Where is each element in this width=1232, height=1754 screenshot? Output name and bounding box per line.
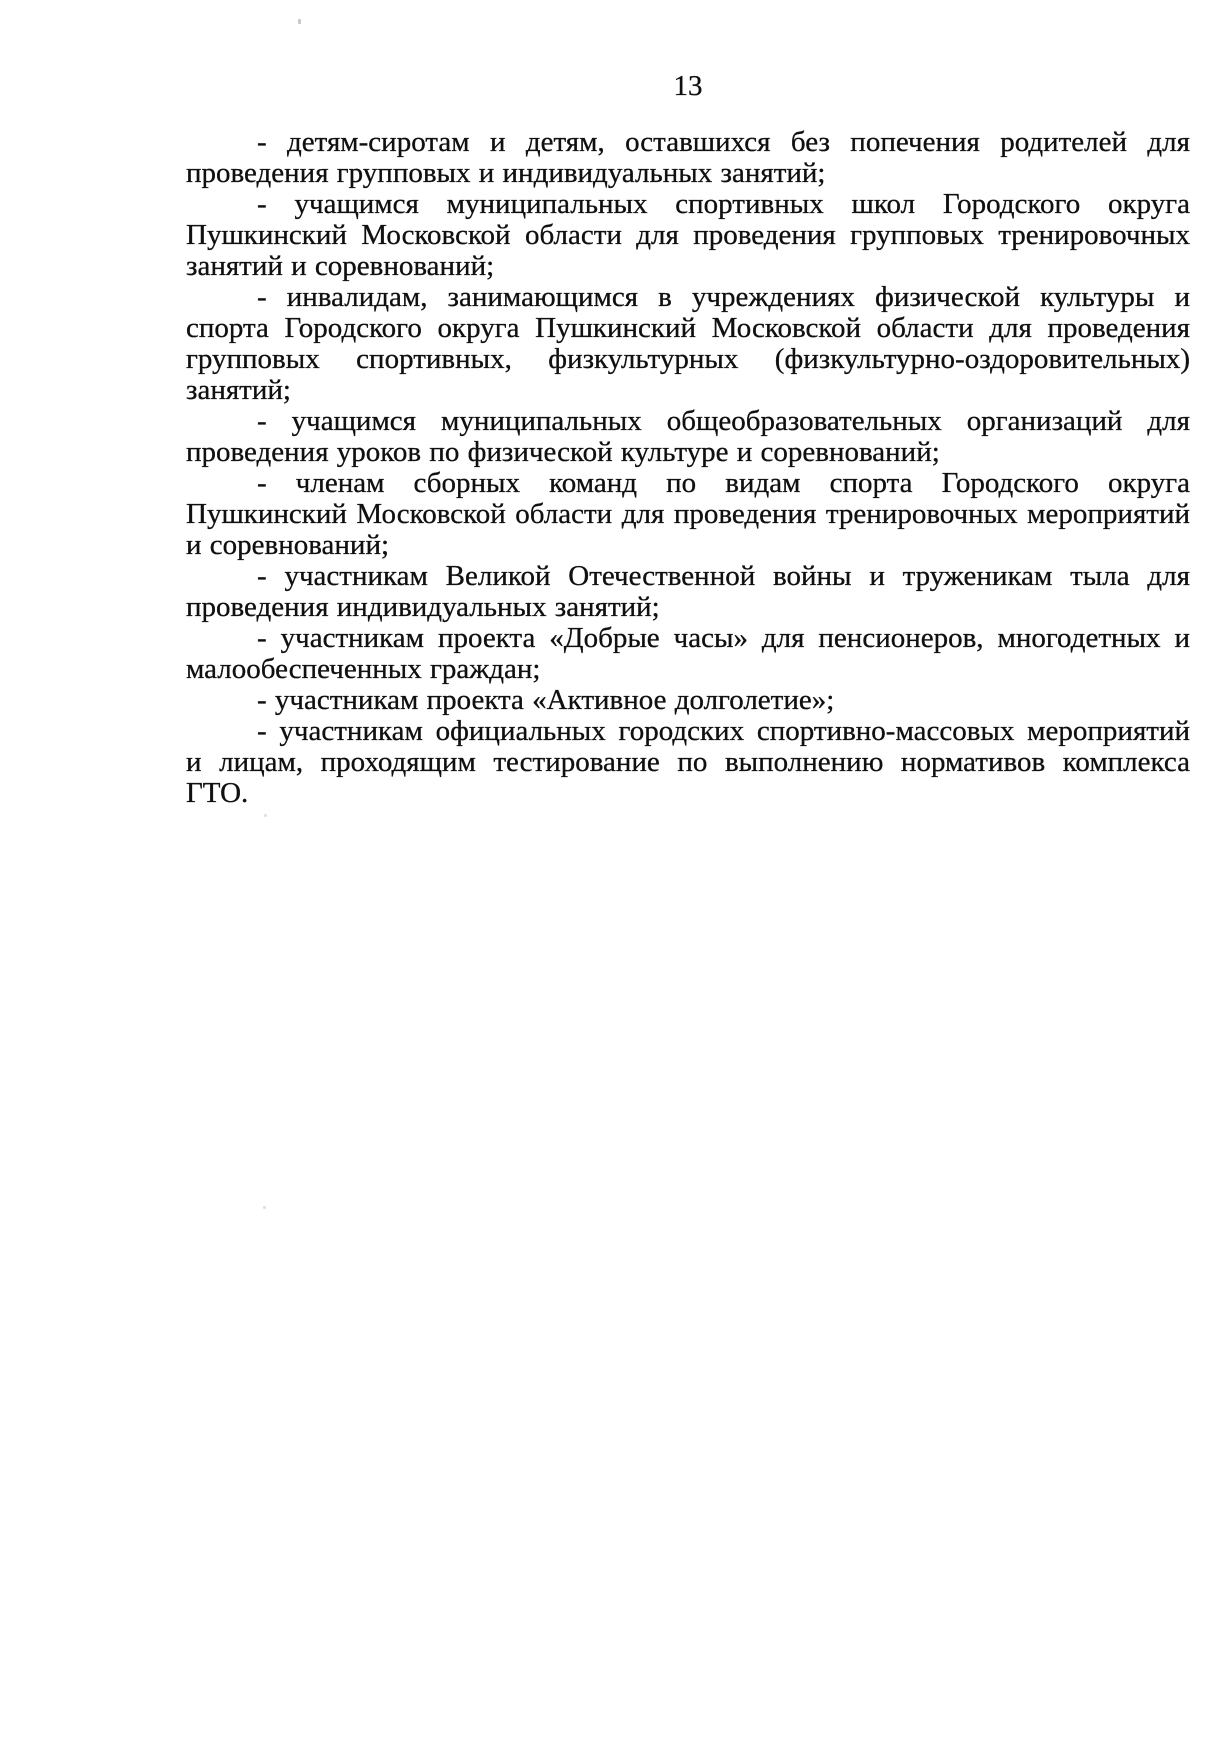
paragraph-school-students: - учащимся муниципальных общеобразовательных организаций для проведения уроков по физической культуре и соревнований; [186,405,1190,468]
paragraph-active-longevity-project: - участникам проекта «Активное долголетие»; [257,684,835,716]
paragraph-sport-school-students: - учащимся муниципальных спортивных школ Городского округа Пушкинский Московской области для проведения групповых тренировочных занятий и соревнований; [186,188,1190,282]
paragraph-war-veterans: - участникам Великой Отечественной войны и труженикам тыла для проведения индивидуальных занятий; [186,560,1190,623]
scan-artifact-speck [263,1206,266,1209]
scan-artifact-speck [298,19,301,24]
scan-artifact-speck [264,814,267,817]
paragraph-orphan-children: - детям-сиротам и детям, оставшихся без попечения родителей для проведения групповых и индивидуальных занятий; [186,126,1190,189]
paragraph-dobrye-chasy-project: - участникам проекта «Добрые часы» для пенсионеров, многодетных и малообеспеченных граждан; [186,622,1190,685]
paragraph-team-members: - членам сборных команд по видам спорта Городского округа Пушкинский Московской области для проведения тренировочных мероприятий и соревнований; [186,467,1190,561]
paragraph-mass-sport-events-gto: - участникам официальных городских спортивно-массовых мероприятий и лицам, проходящим тестирование по выполнению нормативов комплекса ГТО. [186,715,1190,809]
page-number: 13 [673,70,703,102]
document-body [186,127,1190,809]
paragraph-disabled-persons: - инвалидам, занимающимся в учреждениях физической культуры и спорта Городского округа Пушкинский Московской области для проведения групповых спортивных, физкультурных (физкультурно-оздоровительных) занятий; [186,281,1190,406]
